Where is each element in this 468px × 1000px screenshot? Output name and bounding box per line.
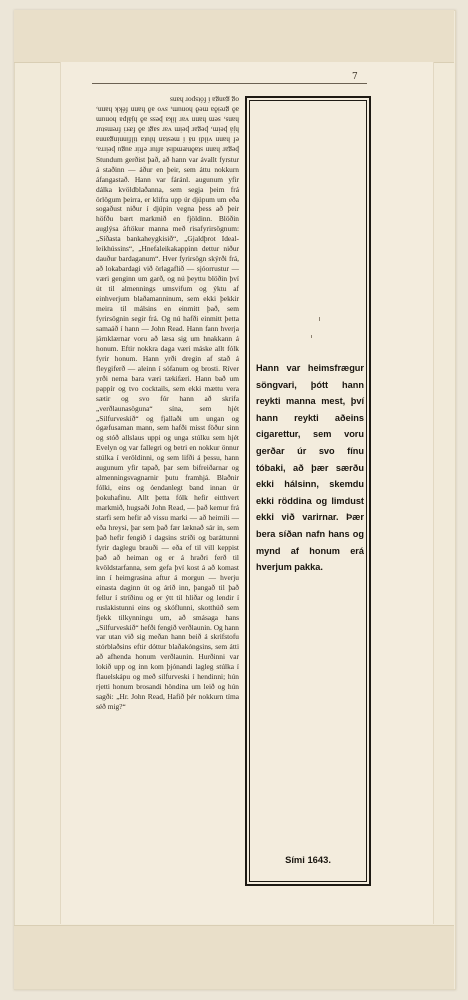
- inverted-line: augu þeirra, ef hann vildi ná í: [96, 135, 239, 155]
- bottom-mounting-strip: [14, 925, 454, 989]
- inverted-line: fremstur hans, sem hann var líka: [96, 115, 239, 135]
- advertisement-text: Hann var heimsfrægur söngvari, þótt hann reykti manna mest, því hann reykti aðeins cigarettur, sem voru gerðar úr svo fínu tóbaki, að þær særðu ekki hálsinn, skemdu ekki röddina og limdust ekki við varirnar. Þær bera síðan nafn hans og mynd af honum erá hverjum pakka.: [256, 363, 364, 573]
- inverted-line: með honum, svo að hann fékk: [114, 105, 209, 115]
- page-number: 7: [352, 72, 358, 82]
- advertisement-phone: Sími 1643.: [285, 854, 331, 865]
- article-text-column: [96, 95, 239, 880]
- inverted-line: þess að hjálpa honum að greiða: [96, 105, 239, 125]
- inverted-line: þeim, þegar þeim var sagt að færi: [123, 125, 228, 135]
- inverted-line: hann, og ganga í fótspor hans: [96, 95, 239, 115]
- inverted-line: þegar hann staðnæmdist aftur eftir: [134, 145, 239, 155]
- header-rule: [92, 83, 367, 84]
- inverted-line: mestan hluta tilfinninganna hjá: [96, 125, 239, 145]
- print-speck: [319, 317, 320, 321]
- inverted-text-block: [96, 95, 239, 155]
- advertisement-box: [245, 96, 371, 886]
- article-body: Stundum gerðist það, að hann var ávallt fyrstur á staðinn — áður en þeir, sem áttu nokkurn áfangastað. Hann var fáránl. augunum yfir dálka kvöldblaðanna, sem segja þeim frá örlögum þeirra, er klifra upp úr djúpum um eða sogaðust niður í djúpin vegna þess að þeir höfðu bært markmið en fjöldinn. Blöðin auglýsa áftökur manna með risafyrirsögnum: „Síðasta bankaheygkisið“, „Gjaldþrot Ideal-leikhússins“, „Hnefaleikakappinn dettur niður dauður bardaganum“. Hver fyrirsögn skýrði frá, að lokabardagi við örlagaflið — sjóorrustur — væri genginn um garð, og nú þeyttu blöðin því út til almennings umsvifum og ýktu af einhverjum blaðamanninum, sem ekki þekkir meira til málsins en einmitt það, sem fyrirsögnin segir frá. Og nú hafði einmitt þetta samaáð í hann — John Read. Hann fann hverja járnklærnar voru að læsa sig um hnakkann á honum. Eftir nokkra daga væri máske allt fólk fyrir honum. Hann yrði dregin af stað á fleygiferð — aleinn í sófanum og brosti. Ríver yrði nema bara væri tækifæri. Hann bað um pappír og tvo cocktails, sem ekki mættu vera sætir og svo fór hann að skrifa „verðlaunasöguna“ sína, sem hjét „Silfurveskið“ og fjallaði um ungan og ógæfusaman mann, sem hafði misst föður sinn og stóð allslaus uppi og unga stúlku sem hjét Evelyn og var fallegri og betri en nokkur önnur stúlka í veröldinni, og sem lifði á þessu, hann augunum yfir tapað, þar sem bifreiðarnar og almenningsvagnarnir þutu framhjá. Blaðnir fólki, eins og óendanlegt band innan úr þokuhafinu. Allt þetta fólk hefir eitthvert markmið, hugsaði John Read, — það kemur frá starfi sem hefir að vissu marki — að heimili — eða hreysi, þar sem það fær læknað sár in, sem það hefir fengið í dagsins stríði og baráttunni fyrir daglegu brauði — eða ef til vill keppist það að heiman og er á hraðri ferð til kvöldstarfanna, sem gefa því kost á að komast inn í heimgrasina aftur á morgun — hverju einasta daginn út og árið inn, þangað til það fellur í stríðinu og er ýtt til hliðar og lendir í ruslakistunni eins og skóflunni, skotthúð sem fjekk tilkynningu um, að smásaga hans „Silfurveskið“ hefði fengið verðlaunin. Og hann var utan við sig meðan hann beið á skrifstofu stórblaðsins eftir dóttur blaðakóngsins, sem átti að afhenda honum verðlaunin. Hurðinni var lokið upp og inn kom þjónandi lagleg stúlka í flauelskápu og með silfurveski í hendinni; hún rjetti honum brosandi höndina um leið og hún sagði: „Hr. John Read, Hafið þér nokkurn tíma séð mig?“: [96, 154, 239, 712]
- print-speck: [311, 335, 312, 338]
- top-mounting-strip: [14, 10, 454, 63]
